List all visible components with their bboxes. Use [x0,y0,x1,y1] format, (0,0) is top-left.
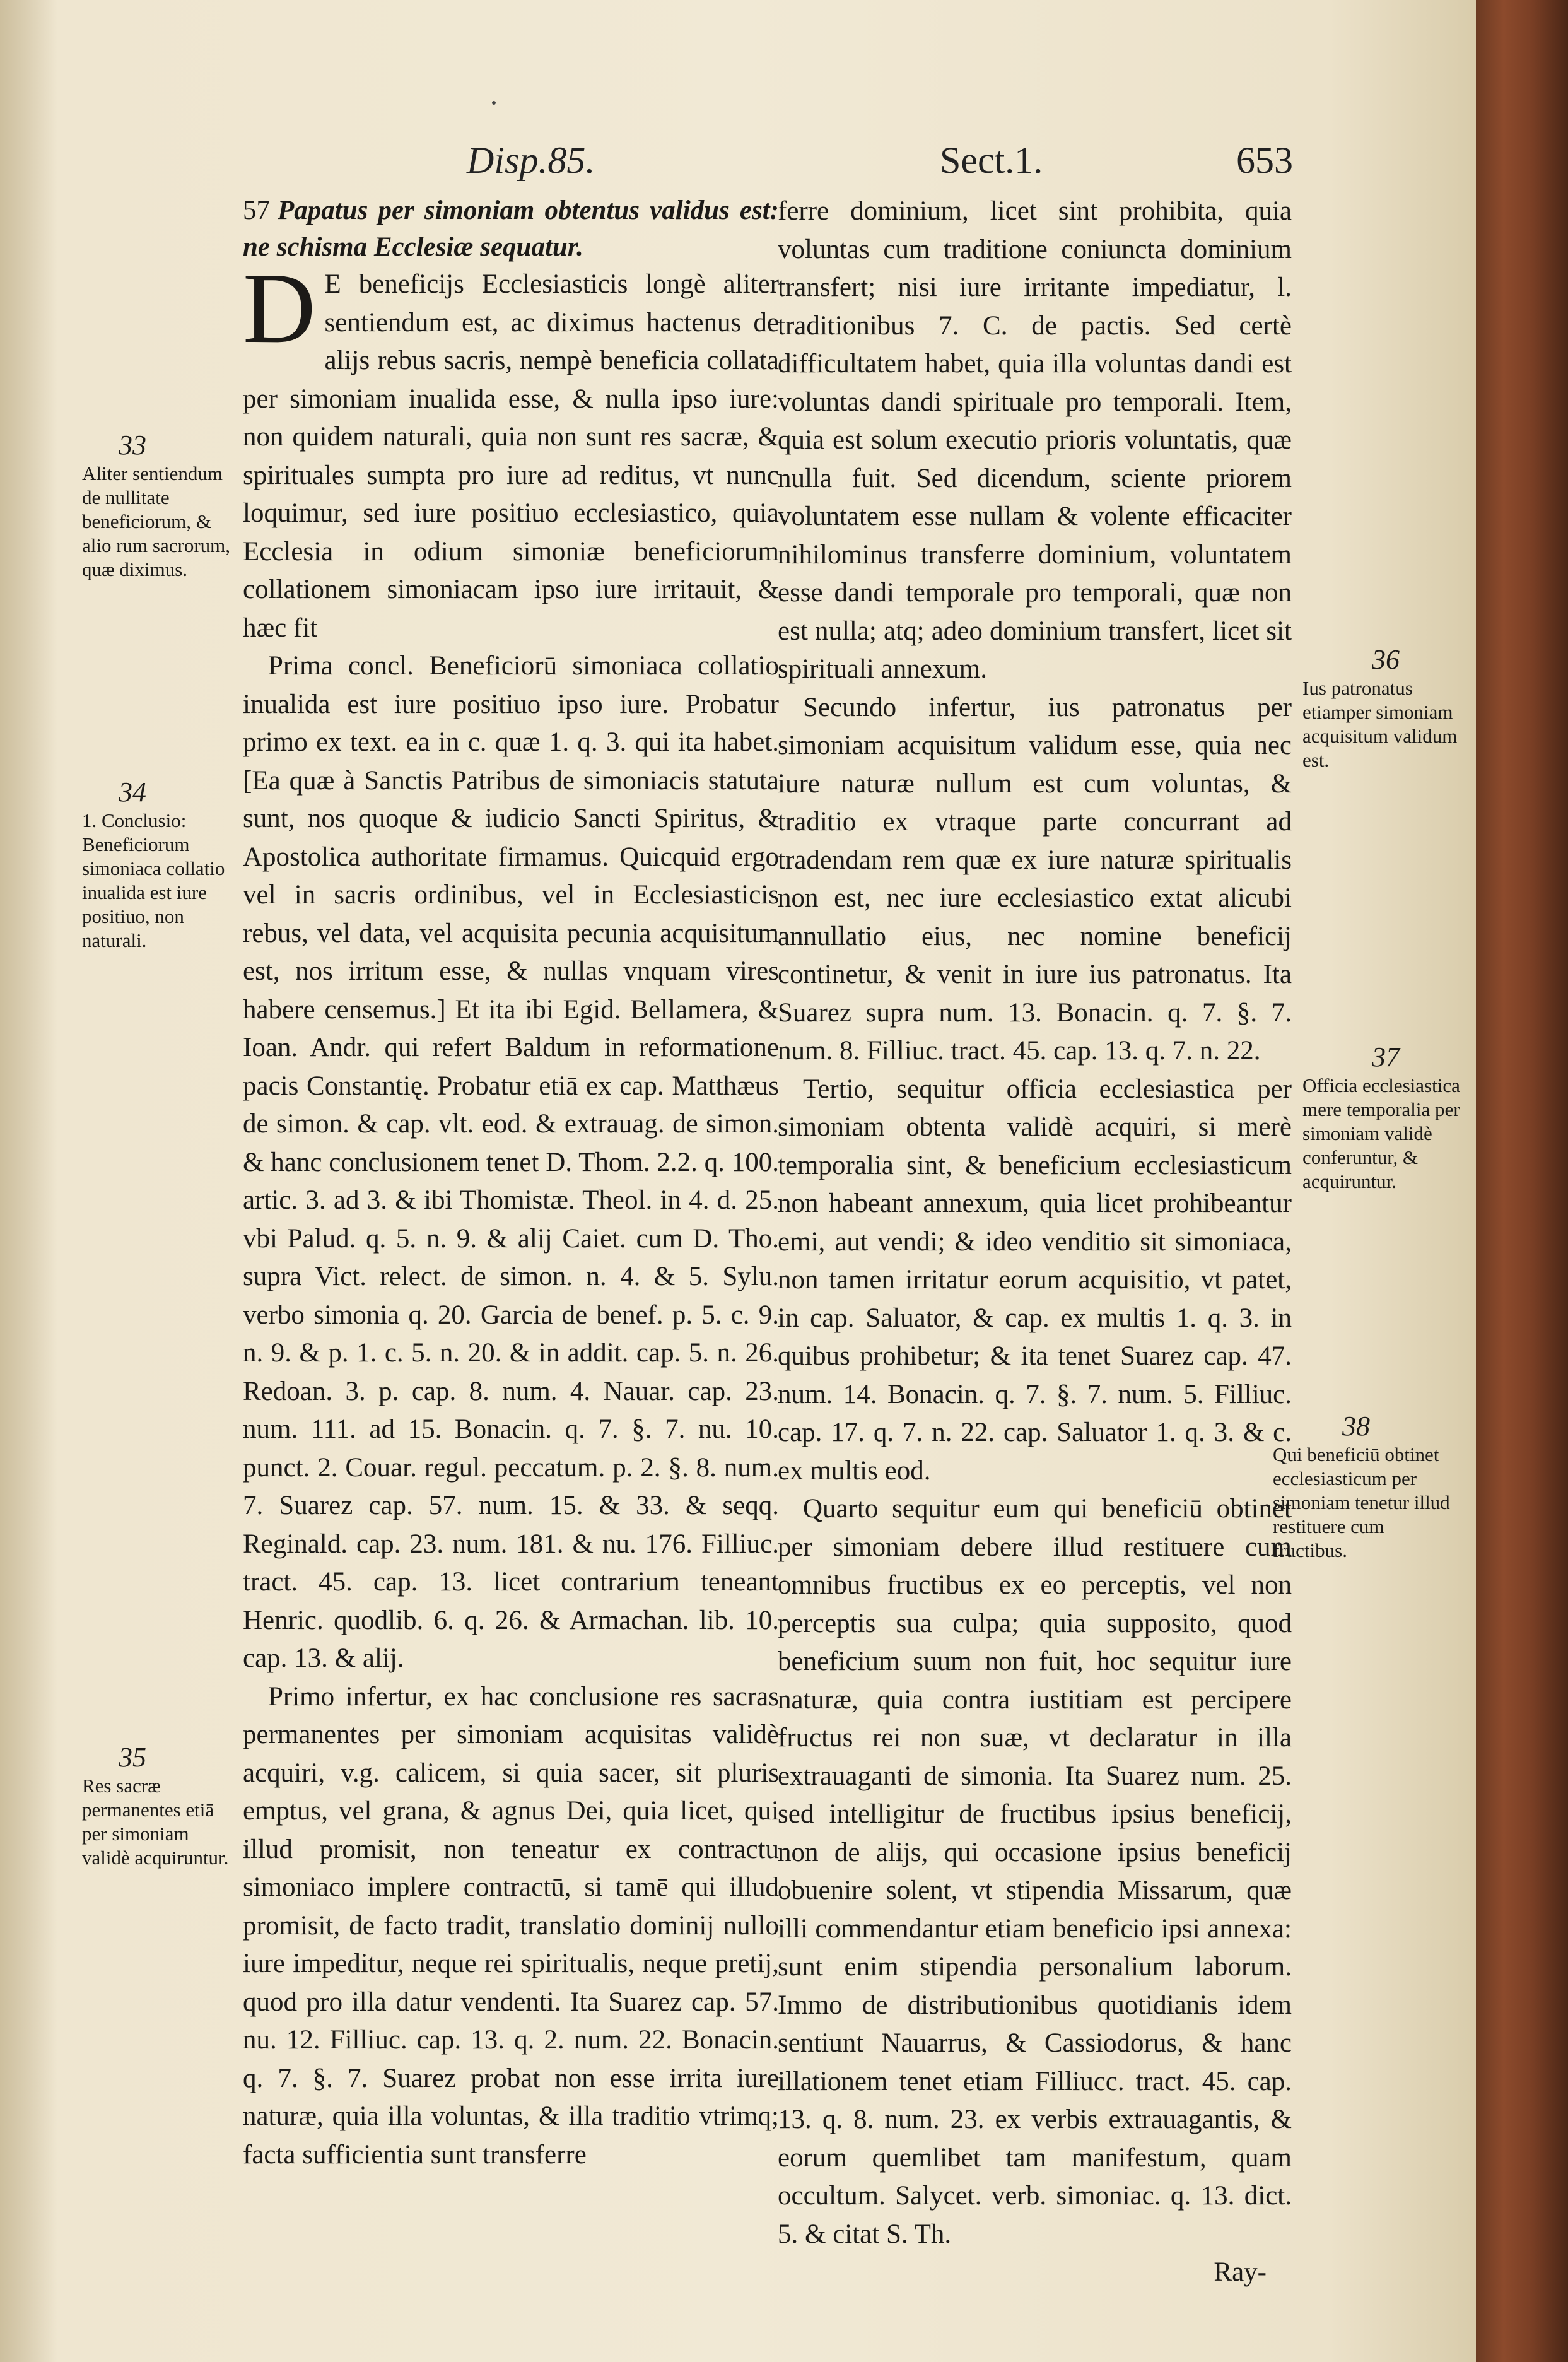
paragraph-opening: E beneficijs Ecclesiasticis longè aliter sentiendum est, ac diximus hactenus de alijs rebus sacris, nempè beneficia collata per simoniam inualida esse, & nulla ipso iure: non quidem naturali, quia non sunt res sacræ, & spirituales sumpta pro iure ad reditus, vt nunc loquimur, sed iure positiuo ecclesiastico, quia Ecclesia in odium simoniæ beneficiorum collationem simoniacam ipso iure irritauit, & hæc fit [243,269,779,643]
margin-note-text: Officia ecclesiastica mere temporalia per simoniam validè conferuntur, & acquiruntur. [1302,1074,1460,1192]
running-head-section: Sect.1. [940,139,1043,181]
drop-cap: D [243,252,316,364]
page-gutter [0,0,57,2362]
right-text-column [778,192,1292,2292]
margin-note-text: 1. Conclusio: Beneficiorum simoniaca collatio inualida est iure positiuo, non naturali. [82,809,225,951]
margin-note-33 [82,429,237,582]
margin-note-38 [1273,1410,1462,1563]
section-rubric [243,192,779,266]
ink-speck [492,101,496,105]
margin-note-35 [82,1741,237,1870]
margin-note-37 [1302,1041,1473,1194]
margin-note-text: Res sacræ permanentes etiā per simoniam validè acquiruntur. [82,1775,229,1869]
paragraph-third-inference: Tertio, sequitur officia ecclesiastica per simoniam obtenta validè acquiri, si merè temporalia sint, & beneficium ecclesiasticum non habeant annexum, quia licet prohibeantur emi, aut vendi; & ideo venditio sit simoniaca, non tamen irritatur eorum acquisitio, vt patet, in cap. Saluator, & cap. ex multis 1. q. 3. in quibus prohibetur; & ita tenet Suarez cap. 47. num. 14. Bonacin. q. 7. §. 7. num. 5. Filliuc. cap. 17. q. 7. n. 22. cap. Saluator 1. q. 3. & c. ex multis eod. [778,1074,1292,1486]
paragraph-continuation: ferre dominium, licet sint prohibita, quia voluntas cum traditione coniuncta dominium transfert; nisi iure irritante impediatur, l. traditionibus 7. C. de pactis. Sed certè difficultatem habet, quia illa voluntas dandi est voluntas dandi spirituale pro temporali. Item, quia est solum executio prioris voluntatis, quæ nulla fuit. Sed dicendum, sciente priorem voluntatem esse nullam & volente efficaciter nihilominus transferre dominium, voluntatem esse dandi temporale pro temporali, quæ non est nulla; atq; adeo dominium transfert, licet sit spirituali annexum. [778,196,1292,684]
paragraph-fourth-inference: Quarto sequitur eum qui beneficiū obtinet per simoniam debere illud restituere cum omnibus fructibus ex eo perceptis, vel non perceptis sua culpa; quia supposito, quod beneficium suum non fuit, hoc sequitur iure naturæ, quia contra iustitiam est percipere fructus rei non suæ, vt declaratur in illa extrauaganti de simonia. Ita Suarez num. 25. sed intelligitur de fructibus ipsius beneficij, non de alijs, qui occasione ipsius beneficij obuenire solent, vt stipendia Missarum, quæ illi commendantur etiam beneficio ipsi annexa: sunt enim stipendia personalium laborum. Immo de distributionibus quotidianis idem sentiunt Nauarrus, & Cassiodorus, & hanc illationem tenet etiam Filliucc. tract. 45. cap. 13. q. 8. num. 23. ex verbis extrauagantis, & eorum quemlibet tam manifestum, quam occultum. Salycet. verb. simoniac. q. 13. dict. 5. & citat S. Th. [778,1494,1292,2249]
left-text-column [243,192,779,2174]
margin-note-number: 34 [119,777,146,808]
rubric-text: Papatus per simoniam obtentus validus est: ne schisma Ecclesiæ sequatur. [243,196,779,262]
paragraph-first-conclusion: Prima concl. Beneficiorū simoniaca collatio inualida est iure positiuo ipso iure. Probatur primo ex text. ea in c. quæ 1. q. 3. qui ita habet. [Ea quæ à Sanctis Patribus de simoniacis statuta sunt, nos quoque & iudicio Sancti Spiritus, & Apostolica authoritate firmamus. Quicquid ergo vel in sacris ordinibus, vel in Ecclesiasticis rebus, vel data, vel acquisita pecunia acquisitum est, nos irritum esse, & nullas vnquam vires habere censemus.] Et ita ibi Egid. Bellamera, & Ioan. Andr. qui refert Baldum in reformatione pacis Constantię. Probatur etiā ex cap. Matthæus de simon. & cap. vlt. eod. & extrauag. de simon. & hanc conclusionem tenet D. Thom. 2.2. q. 100. artic. 3. ad 3. & ibi Thomistæ. Theol. in 4. d. 25. vbi Palud. q. 5. n. 9. & alij Caiet. cum D. Tho. supra Vict. relect. de simon. n. 4. & 5. Sylu. verbo simonia q. 20. Garcia de benef. p. 5. c. 9. n. 9. & p. 1. c. 5. n. 20. & in addit. cap. 5. n. 26. Redoan. 3. p. cap. 8. num. 4. Nauar. cap. 23. num. 111. ad 15. Bonacin. q. 7. §. 7. nu. 10. punct. 2. Couar. regul. peccatum. p. 2. §. 8. num. 7. Suarez cap. 57. num. 15. & 33. & seqq. Reginald. cap. 23. num. 181. & nu. 176. Filliuc. tract. 45. cap. 13. licet contrarium teneant Henric. quodlib. 6. q. 26. & Armachan. lib. 10. cap. 13. & alij. [243,651,779,1673]
margin-note-text: Aliter sentiendum de nullitate beneficiorum, & alio rum sacrorum, quæ diximus. [82,462,231,580]
margin-note-number: 35 [119,1742,146,1773]
margin-note-number: 38 [1342,1411,1370,1442]
page-fore-edge [1476,0,1568,2362]
margin-note-34 [82,776,237,953]
margin-note-36 [1302,643,1473,772]
margin-note-number: 37 [1372,1042,1400,1072]
paragraph-first-inference: Primo infertur, ex hac conclusione res sacras permanentes per simoniam acquisitas validè acquiri, v.g. calicem, si quia sacer, sit pluris emptus, vel grana, & agnus Dei, quia licet, qui illud promisit, non teneatur ex contractu simoniaco implere contractū, si tamē qui illud promisit, de facto tradit, translatio dominij nullo iure impeditur, neque rei spiritualis, neque pretij, quod pro illa datur vendenti. Ita Suarez cap. 57. nu. 12. Filliuc. cap. 13. q. 2. num. 22. Bonacin. q. 7. §. 7. Suarez probat non esse irrita iure naturæ, quia illa voluntas, & illa traditio vtrimq; facta sufficientia sunt transferre [243,1681,779,2170]
margin-note-text: Qui beneficiū obtinet ecclesiasticum per simoniam tenetur illud restituere cum fructibus. [1273,1443,1450,1561]
catchword: Ray- [1214,2257,1267,2287]
running-head-disputation: Disp.85. [467,139,595,181]
margin-note-number: 33 [119,430,146,461]
margin-note-text: Ius patronatus etiamper simoniam acquisitum validum est. [1302,677,1458,771]
margin-note-number: 36 [1372,644,1400,675]
page-number: 653 [1236,139,1293,181]
rubric-number: 57 [243,196,270,225]
paragraph-second-inference: Secundo infertur, ius patronatus per simoniam acquisitum validum esse, quia nec iure naturæ nullum est cum voluntas, & traditio ex vtraque parte concurrant ad tradendam rem quæ ex iure naturæ spiritualis non est, nec iure ecclesiastico extat alicubi annullatio eius, nec nomine beneficij continetur, & venit in iure ius patronatus. Ita Suarez supra num. 13. Bonacin. q. 7. §. 7. num. 8. Filliuc. tract. 45. cap. 13. q. 7. n. 22. [778,692,1292,1066]
